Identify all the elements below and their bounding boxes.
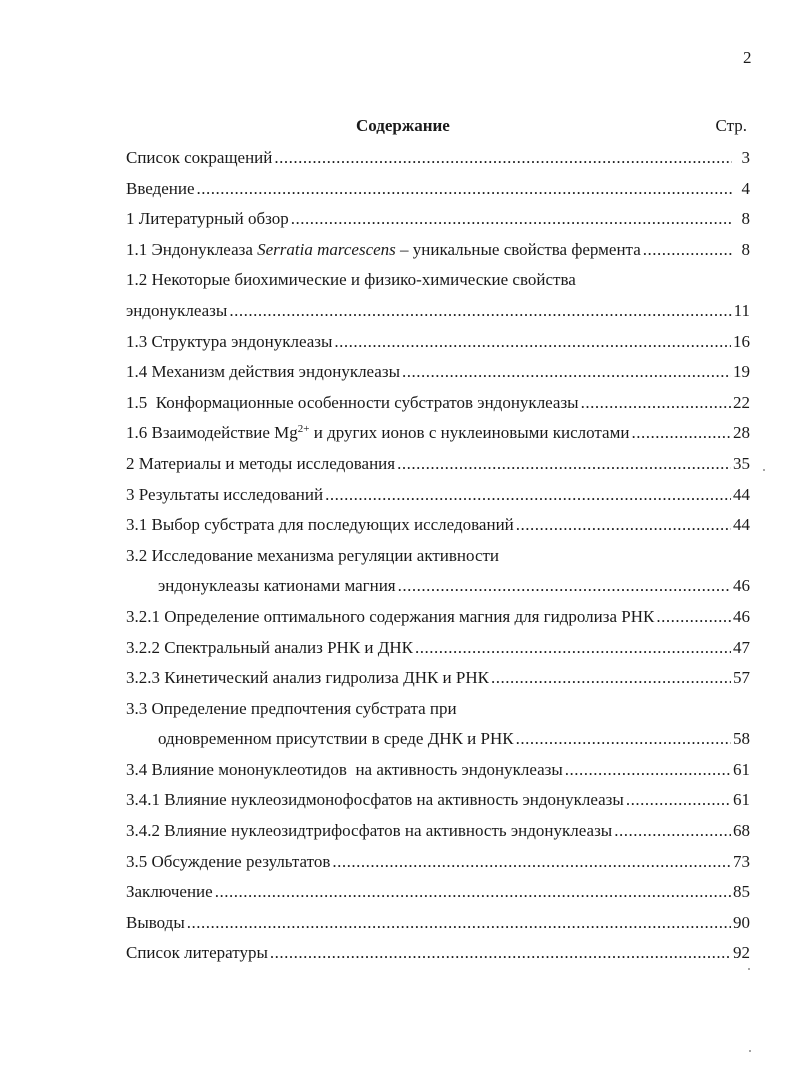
toc-entry-label: 1.3 Структура эндонуклеазы <box>126 331 333 351</box>
toc-entry-page: 19 <box>733 362 750 382</box>
toc-entry-label-part: 1.6 Взаимодействие Mg <box>126 423 298 443</box>
toc-entry-label-part: – уникальные свойства фермента <box>395 239 641 259</box>
toc-entry-page: 58 <box>733 729 750 749</box>
toc-entry <box>126 300 750 331</box>
toc-entry-label: 1.4 Механизм действия эндонуклеазы <box>126 362 400 382</box>
toc-entry <box>126 361 750 392</box>
toc-entry-label: 3.2.1 Определение оптимального содержания магния для гидролиза РНК <box>126 606 655 626</box>
toc-entry-label: 3.4 Влияние мононуклеотидов на активность эндонуклеазы <box>126 759 563 779</box>
toc-entry-label: эндонуклеазы катионами магния <box>158 576 396 596</box>
toc-entry <box>126 851 750 882</box>
toc-entry-page: 22 <box>733 392 750 412</box>
dot-leader <box>402 361 731 383</box>
toc-entry-label: Список сокращений <box>126 148 273 167</box>
toc-entry-label: Введение <box>126 178 195 198</box>
superscript-charge: 2+ <box>297 423 310 436</box>
toc-entry-label <box>126 422 629 444</box>
page-number: 2 <box>743 48 752 67</box>
dot-leader <box>643 239 732 261</box>
toc-entry-page: 8 <box>741 209 750 229</box>
toc-entry-page: 35 <box>733 453 750 473</box>
toc-entry-label: 3.2.2 Спектральный анализ РНК и ДНК <box>126 637 413 657</box>
dot-leader <box>397 453 731 475</box>
dot-leader <box>491 667 731 689</box>
toc-entry <box>126 514 750 545</box>
toc-entry <box>126 759 750 790</box>
toc-entry <box>126 239 750 270</box>
toc-entry <box>126 545 750 576</box>
toc-entry-label: одновременном присутствии в среде ДНК и РНК <box>158 729 514 749</box>
toc-entry-page: 46 <box>733 576 750 596</box>
toc-entry-label: 3.5 Обсуждение результатов <box>126 851 331 871</box>
toc-entry-page: 68 <box>733 821 750 841</box>
dot-leader <box>398 575 731 597</box>
toc-entry-page: 44 <box>733 515 750 535</box>
toc-entry <box>126 637 750 668</box>
toc-entry <box>126 942 750 973</box>
toc-entry-page: 90 <box>733 912 750 932</box>
toc-entry-label-part: 1.1 Эндонуклеаза <box>126 239 258 259</box>
toc-entry-page: 3 <box>741 148 750 167</box>
toc-entry-label: Выводы <box>126 912 185 932</box>
toc-entry <box>126 147 750 178</box>
toc-entry-page: 46 <box>733 606 750 626</box>
toc-entry-label: 3.1 Выбор субстрата для последующих исследований <box>126 515 514 535</box>
page-column-header: Стр. <box>715 116 747 135</box>
toc-entry <box>126 789 750 820</box>
toc-entry-label: Список литературы <box>126 943 268 963</box>
dot-leader <box>626 789 731 811</box>
toc-entry <box>126 484 750 515</box>
dot-leader <box>274 147 732 169</box>
dot-leader <box>215 881 731 903</box>
scan-speck <box>748 968 750 970</box>
dot-leader <box>291 208 732 230</box>
dot-leader <box>516 514 731 536</box>
dot-leader <box>270 942 731 964</box>
toc-entry-page: 47 <box>733 637 750 657</box>
toc-entry-page: 4 <box>741 178 750 198</box>
toc-entry <box>126 820 750 851</box>
toc-entry <box>126 667 750 698</box>
toc-entry-label: 3.3 Определение предпочтения субстрата при <box>126 698 457 718</box>
toc-entry <box>126 606 750 637</box>
dot-leader <box>187 912 731 934</box>
toc-entry-page: 11 <box>733 300 750 320</box>
toc-entry-label: 3 Результаты исследований <box>126 484 324 504</box>
toc-entry-page: 61 <box>733 759 750 779</box>
dot-leader <box>325 484 731 506</box>
dot-leader <box>631 422 731 444</box>
toc-entry-page: 44 <box>733 484 750 504</box>
toc-entry <box>126 392 750 423</box>
page-title: Содержание <box>356 116 450 135</box>
toc-entry-page: 16 <box>733 331 750 351</box>
dot-leader <box>334 331 731 353</box>
toc-entry <box>126 422 750 453</box>
species-name: Serratia marcescens <box>257 239 396 259</box>
toc-entry <box>126 575 750 606</box>
toc-entry-page: 61 <box>733 790 750 810</box>
toc-entry-page: 57 <box>733 668 750 688</box>
toc-entry <box>126 269 750 300</box>
table-of-contents <box>126 147 750 973</box>
toc-entry-page: 28 <box>733 423 750 443</box>
toc-entry-label-part: и других ионов с нуклеиновыми кислотами <box>309 423 630 443</box>
toc-entry-label: 3.2.3 Кинетический анализ гидролиза ДНК и РНК <box>126 668 489 688</box>
toc-entry-label <box>126 239 641 261</box>
toc-entry-label: 1.5 Конформационные особенности субстратов эндонуклеазы <box>126 392 579 412</box>
toc-entry <box>126 912 750 943</box>
toc-entry <box>126 881 750 912</box>
toc-entry <box>126 178 750 209</box>
dot-leader <box>565 759 731 781</box>
toc-entry <box>126 331 750 362</box>
toc-entry <box>126 728 750 759</box>
toc-entry <box>126 698 750 729</box>
toc-entry-label: 3.2 Исследование механизма регуляции активности <box>126 545 500 565</box>
toc-entry-label: 3.4.1 Влияние нуклеозидмонофосфатов на активность эндонуклеазы <box>126 790 624 810</box>
scan-speck <box>749 1050 751 1052</box>
dot-leader <box>415 637 731 659</box>
toc-entry-page: 73 <box>733 851 750 871</box>
dot-leader <box>581 392 731 414</box>
dot-leader <box>332 851 731 873</box>
toc-entry-page: 8 <box>741 239 750 259</box>
dot-leader <box>229 300 731 322</box>
dot-leader <box>614 820 731 842</box>
toc-entry-page: 85 <box>733 882 750 902</box>
toc-entry <box>126 208 750 239</box>
toc-entry-label: 1 Литературный обзор <box>126 209 289 229</box>
toc-entry-label: эндонуклеазы <box>126 300 228 320</box>
toc-entry-label: Заключение <box>126 882 213 902</box>
toc-entry <box>126 453 750 484</box>
dot-leader <box>197 178 732 200</box>
toc-entry-label: 1.2 Некоторые биохимические и физико-химические свойства <box>126 270 576 290</box>
dot-leader <box>516 728 731 750</box>
toc-entry-label: 2 Материалы и методы исследования <box>126 453 396 473</box>
toc-header <box>126 116 750 138</box>
dot-leader <box>656 606 731 628</box>
toc-entry-page: 92 <box>733 943 750 963</box>
scan-speck <box>763 469 765 471</box>
toc-entry-label: 3.4.2 Влияние нуклеозидтрифосфатов на активность эндонуклеазы <box>126 821 613 841</box>
